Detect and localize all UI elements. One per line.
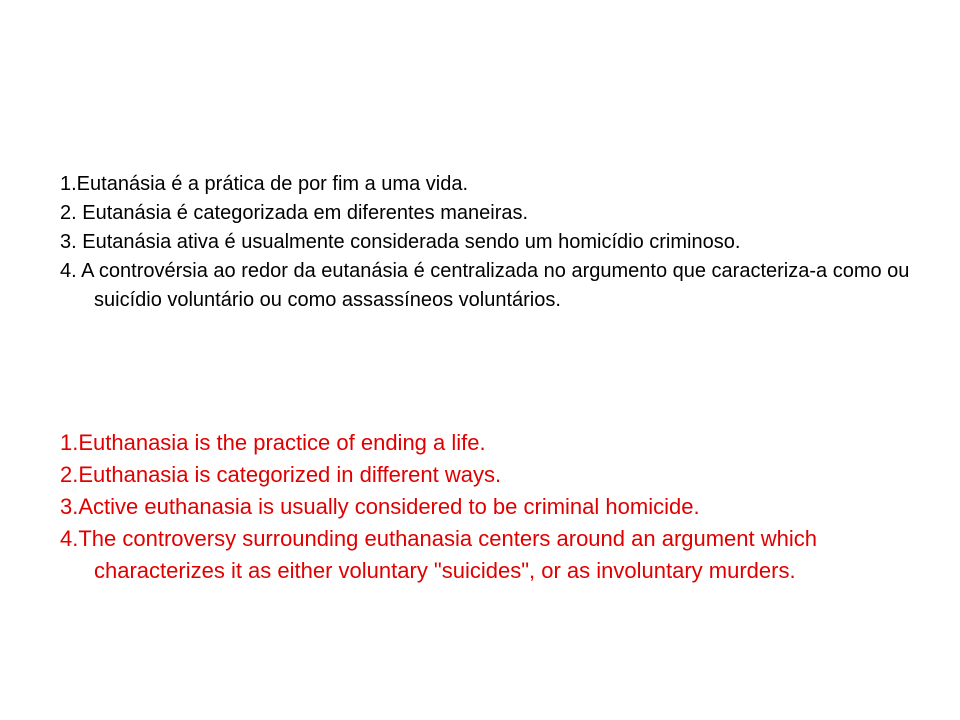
portuguese-list xyxy=(60,170,920,315)
portuguese-item-3: 3. Eutanásia ativa é usualmente considerada sendo um homicídio criminoso. xyxy=(60,231,741,253)
english-list xyxy=(60,427,920,587)
portuguese-item-1: 1.Eutanásia é a prática de por fim a uma vida. xyxy=(60,173,469,195)
english-item-4: 4.The controversy surrounding euthanasia centers around an argument which characterizes it as either voluntary "suicides", or as involuntary murders. xyxy=(60,526,818,583)
english-item-1: 1.Euthanasia is the practice of ending a life. xyxy=(60,430,486,455)
portuguese-item-4: 4. A controvérsia ao redor da eutanásia é centralizada no argumento que caracteriza-a como ou suicídio voluntário ou como assassíneos voluntários. xyxy=(60,260,910,311)
english-item-2: 2.Euthanasia is categorized in different ways. xyxy=(60,462,502,487)
portuguese-item-2: 2. Eutanásia é categorizada em diferentes maneiras. xyxy=(60,202,529,224)
english-item-3: 3.Active euthanasia is usually considered to be criminal homicide. xyxy=(60,494,700,519)
